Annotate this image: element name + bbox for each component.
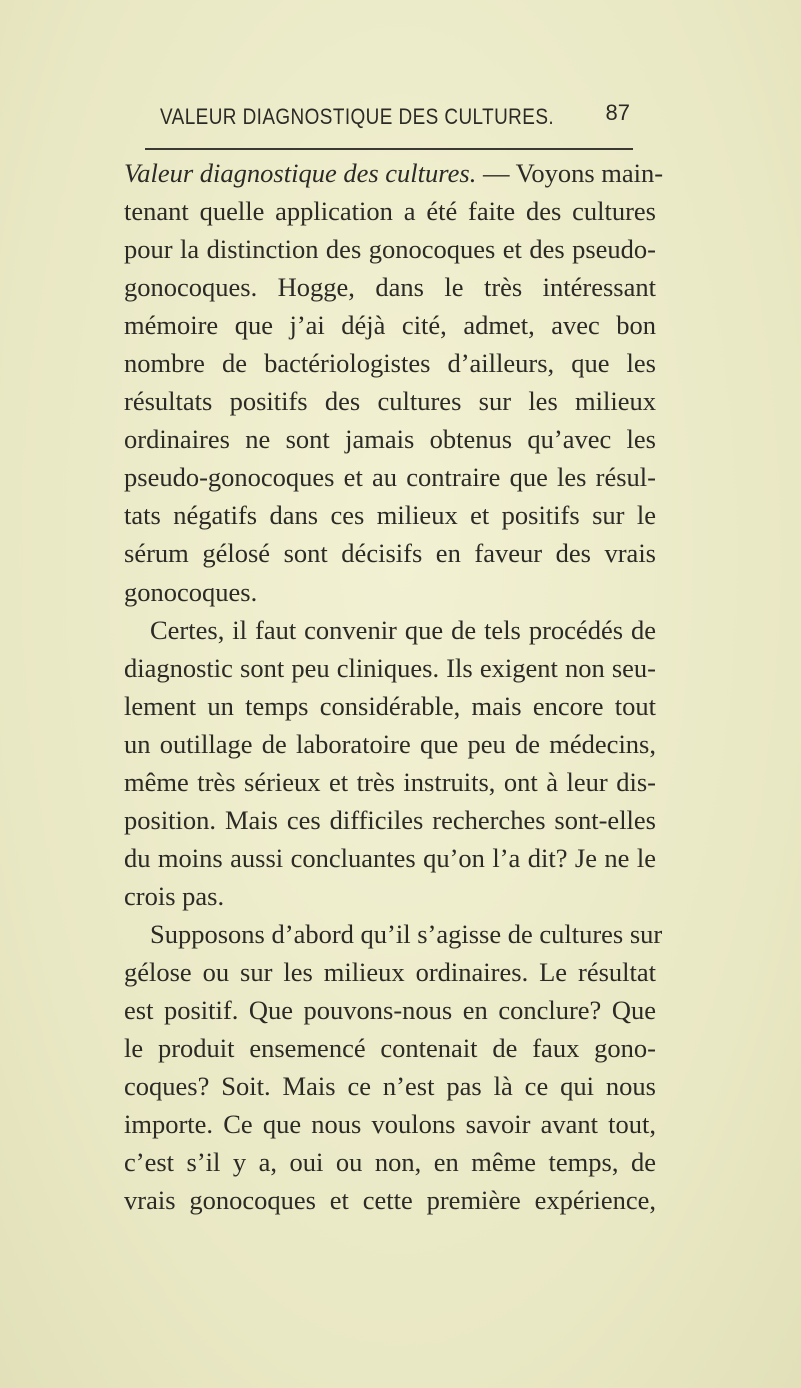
line-text: nombre de bactériologistes d’ailleurs, que les: [124, 348, 656, 379]
text-line: [124, 1181, 656, 1219]
line-text: mémoire que j’ai déjà cité, admet, avec bon: [124, 310, 656, 341]
line-text: c’est s’il y a, oui ou non, en même temps, de: [124, 1147, 656, 1178]
text-line: [124, 192, 656, 230]
line-text: ordinaires ne sont jamais obtenus qu’avec les: [124, 424, 656, 455]
body-text: [124, 154, 664, 1219]
line-text: lement un temps considérable, mais encore tout: [124, 690, 656, 721]
text-line: [124, 763, 656, 801]
text-line: [124, 611, 656, 649]
text-line: [124, 649, 656, 687]
line-text: importe. Ce que nous voulons savoir avant tout,: [124, 1109, 656, 1140]
text-line: [124, 573, 656, 611]
text-line: [124, 420, 656, 458]
text-line: [124, 496, 656, 534]
line-text: un outillage de laboratoire que peu de médecins,: [124, 728, 656, 759]
line-text: vrais gonocoques et cette première expérience,: [124, 1185, 656, 1216]
line-text: pseudo-gonocoques et au contraire que les résul-: [124, 462, 656, 493]
text-line: [124, 1143, 656, 1181]
line-text: position. Mais ces difficiles recherches sont-elles: [124, 804, 656, 835]
text-line: [124, 839, 656, 877]
running-head: [160, 100, 630, 134]
text-line: [124, 687, 656, 725]
text-line: [124, 154, 664, 192]
line-text: tenant quelle application a été faite des cultures: [124, 196, 656, 227]
text-line: [124, 230, 656, 268]
line-text: coques? Soit. Mais ce n’est pas là ce qui nous: [124, 1071, 656, 1102]
text-line: [124, 268, 656, 306]
text-line: [124, 953, 656, 991]
text-line: [124, 877, 656, 915]
text-line: [124, 1105, 656, 1143]
line-text: le produit ensemencé contenait de faux gono-: [124, 1033, 656, 1064]
line-text: gélose ou sur les milieux ordinaires. Le résultat: [124, 956, 656, 987]
line-text: Supposons d’abord qu’il s’agisse de cultures sur: [150, 918, 663, 949]
text-line: [124, 458, 656, 496]
text-line: [124, 306, 656, 344]
line-text: gonocoques.: [124, 576, 258, 607]
line-text: gonocoques. Hogge, dans le très intéressant: [124, 272, 656, 303]
text-line: [124, 915, 663, 953]
line-text: crois pas.: [124, 880, 225, 911]
line-text: — Voyons main-: [476, 158, 664, 188]
line-text: diagnostic sont peu cliniques. Ils exigent non seu-: [124, 652, 656, 683]
line-text: est positif. Que pouvons-nous en conclure? Que: [124, 995, 656, 1026]
text-line: [124, 1029, 656, 1067]
line-text: même très sérieux et très instruits, ont à leur dis-: [124, 766, 656, 797]
line-text: sérum gélosé sont décisifs en faveur des vrais: [124, 538, 656, 569]
running-title: VALEUR DIAGNOSTIQUE DES CULTURES.: [160, 104, 555, 129]
text-line: [124, 382, 656, 420]
page-number: 87: [605, 100, 630, 125]
line-text: du moins aussi concluantes qu’on l’a dit? Je ne le: [124, 842, 656, 873]
text-line: [124, 801, 656, 839]
line-text: Certes, il faut convenir que de tels procédés de: [150, 614, 656, 645]
text-line: [124, 991, 656, 1029]
text-line: [124, 344, 656, 382]
text-line: [124, 1067, 656, 1105]
text-line: [124, 725, 656, 763]
line-text: pour la distinction des gonocoques et des pseudo-: [124, 234, 656, 265]
text-line: [124, 534, 656, 572]
line-text: résultats positifs des cultures sur les milieux: [124, 386, 656, 417]
section-heading: Valeur diagnostique des cultures.: [124, 158, 477, 188]
line-text: tats négatifs dans ces milieux et positifs sur le: [124, 500, 656, 531]
header-rule: [145, 148, 633, 150]
